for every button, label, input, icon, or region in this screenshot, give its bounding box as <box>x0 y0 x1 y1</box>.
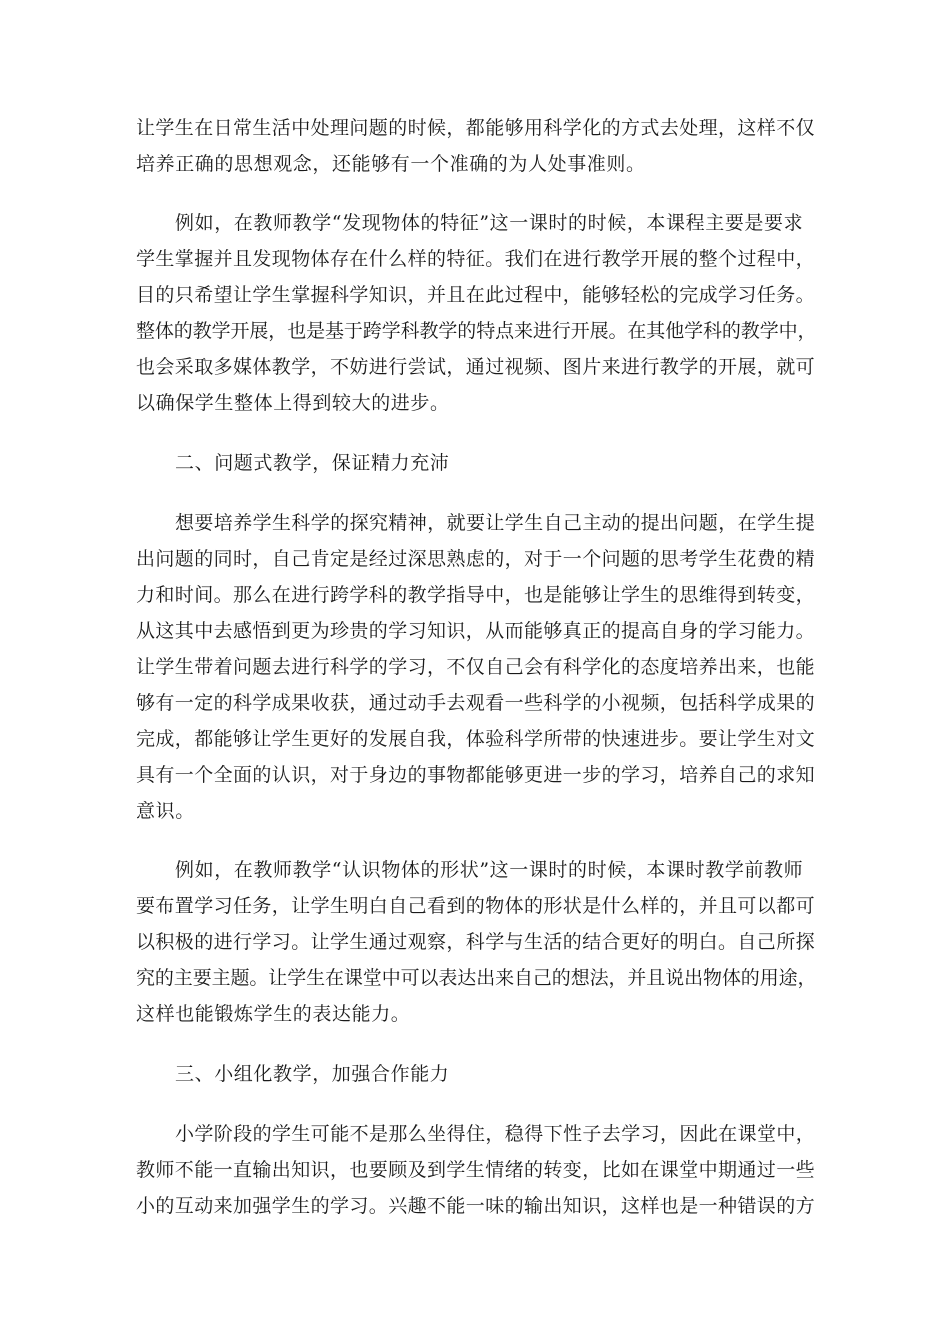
heading-text: 二、问题式教学，保证精力充沛 <box>175 452 450 474</box>
text-line: 从这其中去感悟到更为珍贵的学习知识，从而能够真正的提高自身的学习能力。 <box>136 620 816 642</box>
text-line: 究的主要主题。让学生在课堂中可以表达出来自己的想法，并且说出物体的用途， <box>136 967 817 989</box>
text-line: 力和时间。那么在进行跨学科的教学指导中，也是能够让学生的思维得到转变， <box>136 584 816 606</box>
text-line: 以确保学生整体上得到较大的进步。 <box>136 392 450 414</box>
text-line: 例如，在教师教学“认识物体的形状”这一课时的时候，本课时教学前教师 <box>175 859 804 881</box>
text-line: 小的互动来加强学生的学习。兴趣不能一味的输出知识，这样也是一种错误的方 <box>136 1195 816 1217</box>
text-line: 完成，都能够让学生更好的发展自我，体验科学所带的快速进步。要让学生对文 <box>136 728 816 750</box>
text-line: 具有一个全面的认识，对于身边的事物都能够更进一步的学习，培养自己的求知 <box>136 764 816 786</box>
text-line: 以积极的进行学习。让学生通过观察，科学与生活的结合更好的明白。自己所探 <box>136 931 816 953</box>
text-line: 让学生带着问题去进行科学的学习，不仅自己会有科学化的态度培养出来，也能 <box>136 656 816 678</box>
text-line: 意识。 <box>136 800 195 822</box>
text-line: 这样也能锻炼学生的表达能力。 <box>136 1003 411 1025</box>
text-line: 想要培养学生科学的探究精神，就要让学生自己主动的提出问题，在学生提 <box>175 512 816 534</box>
text-line: 学生掌握并且发现物体存在什么样的特征。我们在进行教学开展的整个过程中， <box>136 248 816 270</box>
text-line: 也会采取多媒体教学，不妨进行尝试，通过视频、图片来进行教学的开展，就可 <box>136 356 816 378</box>
text-line: 培养正确的思想观念，还能够有一个准确的为人处事准则。 <box>136 153 646 175</box>
text-line: 让学生在日常生活中处理问题的时候，都能够用科学化的方式去处理，这样不仅 <box>136 117 816 139</box>
text-line: 出问题的同时，自己肯定是经过深思熟虑的，对于一个问题的思考学生花费的精 <box>136 548 816 570</box>
text-line: 够有一定的科学成果收获，通过动手去观看一些科学的小视频，包括科学成果的 <box>136 692 816 714</box>
heading-text: 三、小组化教学，加强合作能力 <box>175 1063 450 1085</box>
text-line: 目的只希望让学生掌握科学知识，并且在此过程中，能够轻松的完成学习任务。 <box>136 284 816 306</box>
text-line: 整体的教学开展，也是基于跨学科教学的特点来进行开展。在其他学科的教学中， <box>136 320 817 342</box>
text-line: 小学阶段的学生可能不是那么坐得住，稳得下性子去学习，因此在课堂中， <box>175 1123 816 1145</box>
text-line: 例如，在教师教学“发现物体的特征”这一课时的时候，本课程主要是要求 <box>175 212 804 234</box>
text-line: 教师不能一直输出知识，也要顾及到学生情绪的转变，比如在课堂中期通过一些 <box>136 1159 816 1181</box>
text-line: 要布置学习任务，让学生明白自己看到的物体的形状是什么样的，并且可以都可 <box>136 895 816 917</box>
